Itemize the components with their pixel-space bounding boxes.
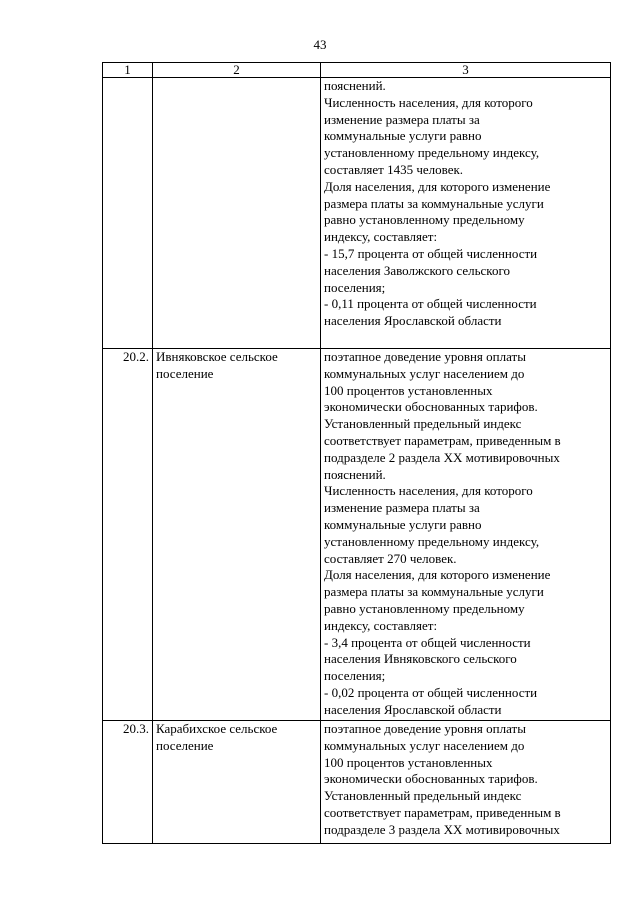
text-line: размера платы за коммунальные услуги bbox=[324, 584, 544, 600]
text-line: размера платы за коммунальные услуги bbox=[324, 195, 544, 211]
text-line: пояснений. bbox=[324, 78, 386, 93]
text-line: Установленный предельный индекс bbox=[324, 416, 522, 432]
column-header-1: 1 bbox=[103, 63, 153, 78]
text-line: поэтапное доведение уровня оплаты bbox=[324, 349, 526, 364]
text-line: поселения; bbox=[324, 668, 386, 684]
text-line: Численность населения, для которого bbox=[324, 94, 533, 110]
text-line: коммунальных услуг населением до bbox=[324, 365, 525, 381]
table-row bbox=[103, 78, 611, 349]
table-row bbox=[103, 349, 611, 721]
text-line: поселения; bbox=[324, 279, 386, 295]
row-description bbox=[321, 721, 611, 844]
text-line: индексу, составляет: bbox=[324, 229, 438, 245]
row-description bbox=[321, 349, 611, 721]
text-line: - 0,11 процента от общей численности bbox=[324, 296, 537, 312]
text-line: коммунальные услуги равно bbox=[324, 128, 482, 144]
text-line: экономически обоснованных тарифов. bbox=[324, 771, 538, 787]
text-line: Доля населения, для которого изменение bbox=[324, 178, 551, 194]
text-line: составляет 1435 человек. bbox=[324, 161, 464, 177]
text-line: экономически обоснованных тарифов. bbox=[324, 399, 538, 415]
text-line: коммунальные услуги равно bbox=[324, 516, 482, 532]
row-number bbox=[103, 78, 153, 349]
text-line: коммунальных услуг населением до bbox=[324, 737, 525, 753]
text-line: Численность населения, для которого bbox=[324, 483, 533, 499]
document-table bbox=[102, 62, 611, 844]
text-line: соответствует параметрам, приведенным в bbox=[324, 804, 561, 820]
text-line: подразделе 3 раздела XX мотивировочных bbox=[324, 821, 560, 837]
text-line: 100 процентов установленных bbox=[324, 754, 493, 770]
row-number: 20.2. bbox=[103, 349, 153, 721]
text-line: населения Ярославской области bbox=[324, 313, 502, 329]
text-line: подразделе 2 раздела XX мотивировочных bbox=[324, 449, 560, 465]
row-number: 20.3. bbox=[103, 721, 153, 844]
text-line: поэтапное доведение уровня оплаты bbox=[324, 721, 526, 736]
settlement-name bbox=[153, 78, 321, 349]
text-line: - 3,4 процента от общей численности bbox=[324, 634, 531, 650]
text-line: равно установленному предельному bbox=[324, 212, 525, 228]
row-description bbox=[321, 78, 611, 349]
text-line: индексу, составляет: bbox=[324, 617, 438, 633]
text-line: 100 процентов установленных bbox=[324, 382, 493, 398]
table-row bbox=[103, 721, 611, 844]
text-line: установленному предельному индексу, bbox=[324, 145, 540, 161]
text-line: - 0,02 процента от общей численности bbox=[324, 684, 538, 700]
text-line: Установленный предельный индекс bbox=[324, 788, 522, 804]
text-line: соответствует параметрам, приведенным в bbox=[324, 432, 561, 448]
settlement-name: Ивняковское сельское поселение bbox=[153, 349, 321, 721]
text-line: населения Ивняковского сельского bbox=[324, 651, 517, 667]
text-line: изменение размера платы за bbox=[324, 111, 480, 127]
text-line: - 15,7 процента от общей численности bbox=[324, 245, 538, 261]
text-line: изменение размера платы за bbox=[324, 500, 480, 516]
text-line: населения Ярославской области bbox=[324, 701, 502, 717]
settlement-name: Карабихское сельское поселение bbox=[153, 721, 321, 844]
text-line: населения Заволжского сельского bbox=[324, 262, 510, 278]
text-line: Доля населения, для которого изменение bbox=[324, 567, 551, 583]
column-header-2: 2 bbox=[153, 63, 321, 78]
text-line: установленному предельному индексу, bbox=[324, 533, 540, 549]
column-header-3: 3 bbox=[321, 63, 611, 78]
table-header-row bbox=[103, 63, 611, 78]
text-line: равно установленному предельному bbox=[324, 600, 525, 616]
text-line: составляет 270 человек. bbox=[324, 550, 457, 566]
text-line: пояснений. bbox=[324, 466, 386, 482]
page-number: 43 bbox=[313, 37, 327, 52]
